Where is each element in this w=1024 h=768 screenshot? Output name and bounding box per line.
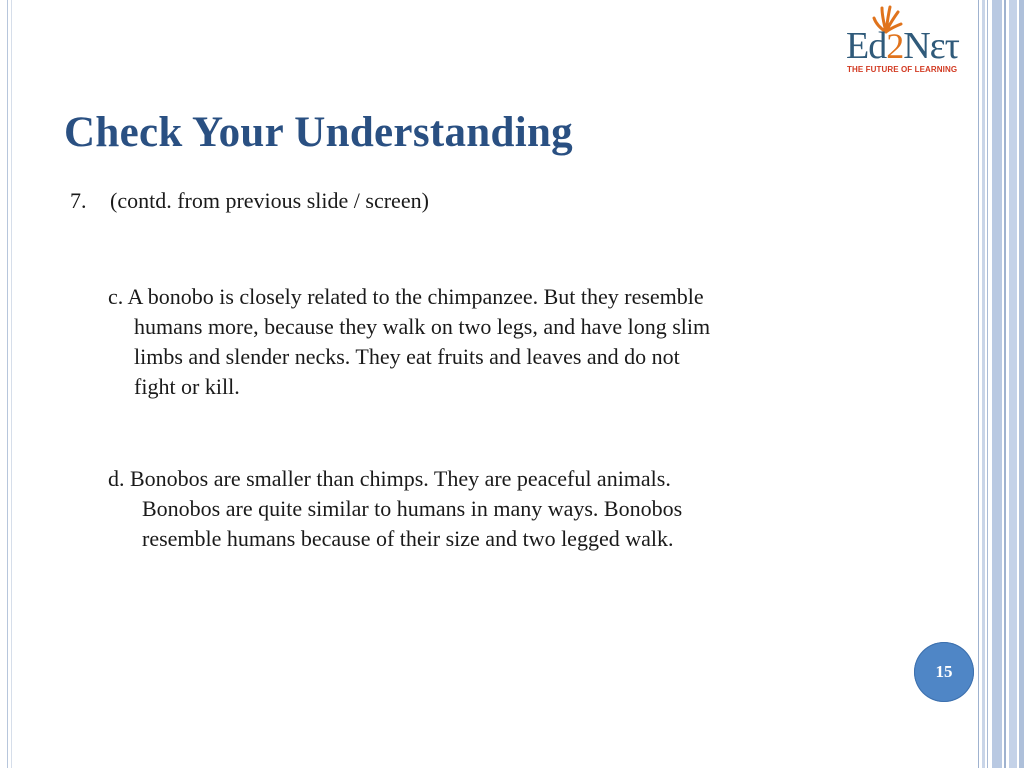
- question-number: 7.: [70, 188, 87, 213]
- option-c-line: humans more, because they walk on two legs, and have long slim: [134, 314, 711, 339]
- page-number: 15: [935, 662, 953, 681]
- left-border-line: [7, 0, 8, 768]
- logo-wordmark: Ed2Nετ: [846, 25, 959, 67]
- ed2net-logo: [842, 4, 982, 76]
- option-d-line: Bonobos are quite similar to humans in many ways. Bonobos: [142, 496, 683, 521]
- answer-option-c: [108, 282, 918, 402]
- option-d-line: d. Bonobos are smaller than chimps. They are peaceful animals.: [108, 466, 671, 491]
- right-decorative-stripes: [978, 0, 1024, 768]
- option-c-line: c. A bonobo is closely related to the chimpanzee. But they resemble: [108, 284, 704, 309]
- logo-tagline: THE FUTURE OF LEARNING: [847, 65, 958, 74]
- question-continuation-note: (contd. from previous slide / screen): [110, 188, 429, 213]
- option-d-line: resemble humans because of their size and two legged walk.: [142, 526, 674, 551]
- left-border-line-inner: [11, 0, 12, 768]
- option-c-line: limbs and slender necks. They eat fruits and leaves and do not: [134, 344, 680, 369]
- slide-title: Check Your Understanding: [64, 109, 573, 156]
- option-c-line: fight or kill.: [134, 374, 240, 399]
- page-number-badge: [914, 642, 974, 702]
- answer-option-d: [108, 464, 918, 554]
